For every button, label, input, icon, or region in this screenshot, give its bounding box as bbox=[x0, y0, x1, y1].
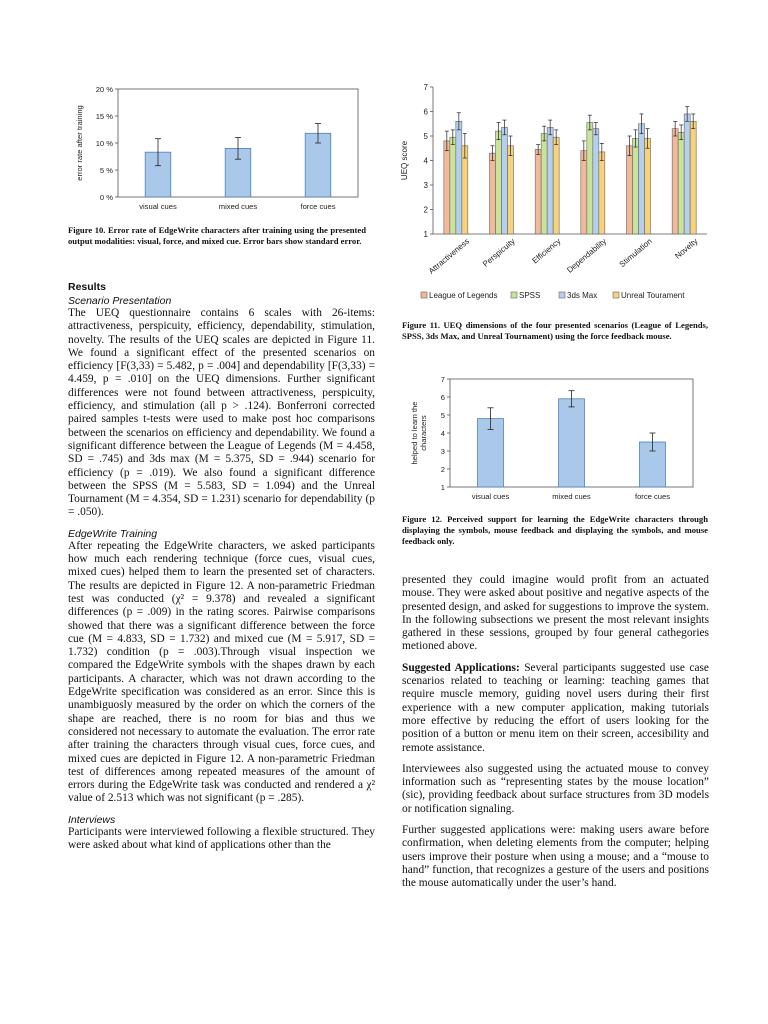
figure-10-caption: Figure 10. Error rate of EdgeWrite characters after training using the presented output modalities: visual, force, and mixed cue. Error bars show standard error. bbox=[68, 225, 366, 247]
x-tick-label: Attractiveness bbox=[426, 236, 472, 276]
x-tick-label: Dependability bbox=[565, 236, 609, 275]
bar bbox=[690, 121, 696, 234]
right-column bbox=[402, 574, 709, 891]
y-tick-label: 5 % bbox=[99, 166, 113, 175]
left-column bbox=[68, 281, 375, 852]
bar bbox=[508, 146, 514, 234]
y-axis-label-line2: characters bbox=[419, 415, 428, 451]
x-tick-label: Novelty bbox=[673, 236, 700, 261]
suggested-applications-paragraph bbox=[402, 662, 709, 755]
interviews-heading: Interviews bbox=[68, 813, 116, 826]
x-tick-label: force cues bbox=[300, 202, 336, 211]
y-tick-label: 1 bbox=[423, 230, 428, 239]
bar bbox=[633, 138, 639, 234]
y-tick-label: 3 bbox=[440, 447, 445, 456]
interviews-continued-paragraph: presented they could imagine would profit from an actuated mouse. They were asked about positive and negative aspects of the presented design, and asked for suggestions to improve the system. In the following subsections we present the most relevant insights gathered in these sessions, grouped by four general cathegories metioned above. bbox=[402, 574, 709, 653]
bar bbox=[490, 153, 496, 234]
x-tick-label: visual cues bbox=[139, 202, 177, 211]
interviews-paragraph: Participants were interviewed following a flexible structured. They were asked about what kind of applications other than the bbox=[68, 825, 375, 851]
bar bbox=[678, 132, 684, 234]
y-axis-label: error rate after training bbox=[75, 105, 84, 181]
legend-label: SPSS bbox=[519, 291, 541, 300]
figure-10-chart bbox=[70, 80, 370, 220]
suggested-applications-label: Suggested Applications: bbox=[402, 661, 520, 674]
bar bbox=[593, 129, 599, 234]
bar bbox=[450, 137, 456, 234]
bar bbox=[547, 127, 553, 234]
bar bbox=[535, 149, 541, 234]
legend-swatch bbox=[559, 292, 565, 298]
y-tick-label: 5 bbox=[440, 411, 445, 420]
y-axis-label: UEQ score bbox=[400, 140, 409, 181]
x-tick-label: Stimulation bbox=[617, 236, 654, 269]
bar bbox=[599, 152, 605, 234]
legend-label: 3ds Max bbox=[567, 291, 598, 300]
y-tick-label: 6 bbox=[440, 393, 445, 402]
y-tick-label: 10 % bbox=[95, 139, 113, 148]
x-tick-label: Efficiency bbox=[530, 236, 563, 266]
y-tick-label: 1 bbox=[440, 483, 445, 492]
x-tick-label: mixed cues bbox=[218, 202, 258, 211]
bar bbox=[496, 131, 502, 234]
bar bbox=[672, 129, 678, 234]
y-tick-label: 20 % bbox=[95, 85, 113, 94]
suggested-applications-text: Several participants suggested use case scenarios related to teaching or learning: teaching games that require muscle memory, guiding novel users during their first experience with a new computer application, making tutorials more effective by reducing the effort of users looking for the position of a button or menu item on their screen, accesibility and remote assistance. bbox=[402, 661, 709, 754]
x-tick-label: Perspicuity bbox=[481, 236, 517, 269]
legend-label: League of Legends bbox=[429, 291, 498, 300]
y-tick-label: 2 bbox=[423, 205, 428, 215]
bar bbox=[684, 114, 690, 234]
bar bbox=[462, 146, 468, 234]
legend-swatch bbox=[421, 292, 427, 298]
figure-12-chart bbox=[405, 370, 705, 508]
convey-information-paragraph: Interviewees also suggested using the actuated mouse to convey information such as “representing states by the mouse location” (sic), providing feedback about surface structures from 3D models or notification signaling. bbox=[402, 762, 709, 815]
bar bbox=[502, 127, 508, 234]
y-tick-label: 3 bbox=[423, 181, 428, 190]
figure-12-caption: Figure 12. Perceived support for learning the EdgeWrite characters through displaying the symbols, mouse feedback and displaying the symbols, and mouse feedback only. bbox=[402, 514, 708, 547]
bar bbox=[444, 141, 450, 234]
edgewrite-paragraph: After repeating the EdgeWrite characters, we asked participants how much each rendering technique (force cues, visual cues, mixed cues) helped them to learn the presented set of characters. The results are depicted in Figure 12. A non-parametric Friedman test was conducted (χ² = 9.378) and revealed a significant differences (p = .009) in the rating scores. Pairwise comparisons showed that there was a significant difference between the force cue (M = 4.833, SD = 1.732) and mixed cue (M = 5.917, SD = 1.732) condition (p = .003).Through visual inspection we compared the EdgeWrite symbols with the shapes drawn by each participants. A character, which was not drawn according to the EdgeWrite specification was considered as an error. Since this is unambiguosly measured by the order on which the corners of the shape are reached, there is no room for bias and thus we considered not necessary to automate the evaluation. The error rate after training the characters through visual cues, force cues, and mixed cues are depicted in Figure 12. A non-parametric Friedman test of differences among repeated measures of the amount of errors during the EdgeWrite task was conducted and rendered a χ² value of 2.513 which was not significant (p = .285). bbox=[68, 539, 375, 805]
y-axis-label-line1: helped to learn the bbox=[410, 401, 419, 465]
bar bbox=[559, 399, 585, 487]
bar bbox=[645, 138, 651, 234]
figure-11-caption: Figure 11. UEQ dimensions of the four presented scenarios (League of Legends, SPSS, 3ds Max, and Unreal Tournament) using the force feedback mouse. bbox=[402, 320, 708, 342]
results-heading: Results bbox=[68, 281, 106, 293]
legend-swatch bbox=[511, 292, 517, 298]
bar bbox=[639, 124, 645, 234]
bar bbox=[627, 146, 633, 234]
x-tick-label: force cues bbox=[634, 492, 671, 501]
x-tick-label: mixed cues bbox=[552, 492, 591, 501]
y-tick-label: 5 bbox=[423, 132, 428, 141]
y-tick-label: 4 bbox=[423, 156, 428, 166]
y-tick-label: 2 bbox=[440, 465, 445, 474]
bar bbox=[456, 121, 462, 234]
y-tick-label: 4 bbox=[440, 429, 445, 438]
bar bbox=[553, 137, 559, 234]
further-applications-paragraph: Further suggested applications were: making users aware before confirmation, when deleting elements from the computer; helping users improve their posture when using a mouse; and a “mouse to hand” function, that recognizes a gesture of the users and positions the mouse automatically under the user’s hand. bbox=[402, 824, 709, 890]
bar bbox=[541, 134, 547, 234]
x-tick-label: visual cues bbox=[471, 492, 510, 501]
y-tick-label: 0 % bbox=[99, 193, 113, 202]
y-tick-label: 7 bbox=[423, 83, 428, 92]
scenario-paragraph: The UEQ questionnaire contains 6 scales with 26-items: attractiveness, perspicuity, efficiency, dependability, stimulation, novelty. The results of the UEQ scales are depicted in Figure 11. We found a significant effect of the presented scenarios on efficiency [F(3,33) = 5.482, p = .004] and dependability [F(3,33) = 4.459, p = .010] on the UEQ dimensions. Further significant differences were not found between attractiveness, perspicuity, efficiency, and stimulation (all p > .124). Bonferroni corrected paired samples t-tests were used to make post hoc comparisons between the scenarios on efficiency and dependability. We found a significant difference between the League of Legends (M = 4.458, SD = .745) and 3ds max (M = 5.375, SD = .944) scenario for efficiency (p = .019). We also found a significant difference between the SPSS (M = 5.583, SD = 1.094) and the Unreal Tournament (M = 4.354, SD = 1.231) scenario for dependability (p = .050). bbox=[68, 307, 375, 519]
y-tick-label: 15 % bbox=[95, 112, 113, 121]
y-tick-label: 7 bbox=[440, 375, 445, 384]
edgewrite-heading: EdgeWrite Training bbox=[68, 527, 158, 540]
legend-label: Unreal Tourament bbox=[621, 291, 685, 300]
bar bbox=[581, 151, 587, 234]
scenario-heading: Scenario Presentation bbox=[68, 295, 172, 307]
y-tick-label: 6 bbox=[423, 107, 428, 117]
legend-swatch bbox=[613, 292, 619, 298]
figure-11-chart bbox=[395, 80, 715, 312]
bar bbox=[587, 123, 593, 234]
